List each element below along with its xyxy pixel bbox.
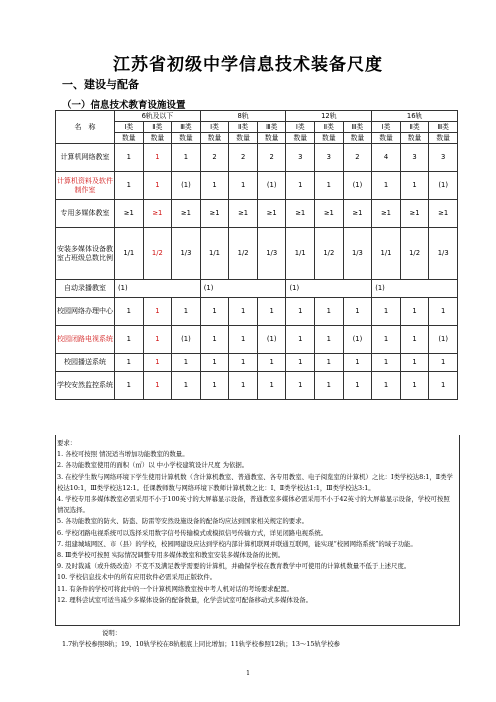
table-row: [56, 144, 458, 172]
table-cell: 1/1: [372, 228, 401, 280]
qty-header: 数量: [286, 133, 315, 144]
table-cell: 1: [315, 172, 344, 200]
table-row: [56, 372, 458, 400]
table-cell: 1: [200, 354, 229, 372]
table-cell: 1: [343, 372, 372, 400]
table-cell: 3: [429, 144, 458, 172]
table-row: [56, 172, 458, 200]
table-cell: 1: [286, 326, 315, 354]
class-header: Ⅱ类: [400, 122, 429, 133]
requirements-notes: [57, 438, 457, 606]
table-cell: 1: [115, 372, 144, 400]
table-cell: 1: [200, 298, 229, 326]
table-cell: 1: [115, 172, 144, 200]
table-cell: 1: [143, 326, 172, 354]
qty-header: 数量: [143, 133, 172, 144]
table-cell: 1: [143, 372, 172, 400]
table-cell: 1: [229, 298, 258, 326]
table-cell: 1: [343, 354, 372, 372]
table-cell: 1: [143, 144, 172, 172]
class-header: Ⅰ类: [115, 122, 144, 133]
group-header: 12轨: [286, 111, 372, 122]
table-cell: 1: [315, 372, 344, 400]
row-label: 校园播送系统: [56, 354, 115, 372]
note-item: 7. 组建城域网区、市（县）的学校，校园网建设应达到学校内部计算机联网并联通互联网，能实现“校园网络系统”的域子功能。: [57, 539, 417, 548]
table-cell: ≥1: [343, 200, 372, 228]
table-cell: 2: [200, 144, 229, 172]
class-header: Ⅱ类: [229, 122, 258, 133]
explanation: [62, 628, 462, 650]
class-header: Ⅲ类: [172, 122, 201, 133]
class-header: Ⅰ类: [372, 122, 401, 133]
table-cell: 1: [372, 326, 401, 354]
table-cell: 2: [257, 144, 286, 172]
table-cell: 1: [115, 298, 144, 326]
explanation-line: 1.7轨学校参照8轨；19、10轨学校在8轨根底上同比增加；11轨学校参照12轨；13～15轨学校参: [62, 640, 340, 648]
subsection-heading: （一）信息技术教育设施设置: [62, 100, 186, 111]
table-cell: 1: [372, 372, 401, 400]
row-label: 计算机网络教室: [56, 144, 115, 172]
table-cell: 1: [200, 172, 229, 200]
table-cell: (1): [257, 172, 286, 200]
table-cell: 1: [429, 354, 458, 372]
table-cell: ≥1: [229, 200, 258, 228]
table-cell: ≥1: [143, 200, 172, 228]
class-header: Ⅱ类: [143, 122, 172, 133]
table-cell: 1: [315, 298, 344, 326]
table-cell: 1: [257, 354, 286, 372]
table-row: [56, 228, 458, 280]
table-cell: 1: [315, 354, 344, 372]
note-item: 10. 学校信息技术中的所有应用软件必需采用正版软件。: [57, 573, 217, 582]
table-cell: ≥1: [286, 200, 315, 228]
table-cell: 1/3: [172, 228, 201, 280]
section-heading: 一、建设与配备: [62, 78, 139, 91]
group-header: 16轨: [372, 111, 458, 122]
table-cell: 1: [115, 144, 144, 172]
table-cell: ≥1: [257, 200, 286, 228]
table-row: [56, 200, 458, 228]
row-label: 安装多媒体设备教室占班级总数比例: [56, 228, 115, 280]
notes-heading: 要求：: [57, 439, 77, 447]
qty-header: 数量: [257, 133, 286, 144]
table-row: [56, 326, 458, 354]
table-cell: 1: [286, 172, 315, 200]
table-cell: 2: [343, 144, 372, 172]
table-cell: 1/2: [229, 228, 258, 280]
qty-header: 数量: [343, 133, 372, 144]
table-cell: 1/3: [343, 228, 372, 280]
equipment-table: [55, 110, 458, 400]
group-header: 8轨: [200, 111, 286, 122]
table-cell: 1: [372, 298, 401, 326]
table-cell: 3: [286, 144, 315, 172]
table-cell: 1/1: [286, 228, 315, 280]
table-cell: 1: [372, 172, 401, 200]
merged-cell: (1): [372, 280, 458, 298]
row-label: 专用多媒体教室: [56, 200, 115, 228]
table-cell: 1: [229, 172, 258, 200]
row-label: 校园闭路电视系统: [56, 326, 115, 354]
page-number: 1: [246, 670, 250, 677]
class-header: Ⅲ类: [343, 122, 372, 133]
table-cell: 1: [115, 326, 144, 354]
table-row: [56, 280, 458, 298]
class-header: Ⅲ类: [257, 122, 286, 133]
table-cell: 1: [257, 298, 286, 326]
table-row: [56, 298, 458, 326]
table-cell: (1): [429, 326, 458, 354]
table-cell: ≥1: [172, 200, 201, 228]
table-cell: 1: [257, 372, 286, 400]
class-header: Ⅰ类: [286, 122, 315, 133]
table-cell: 3: [400, 144, 429, 172]
table-cell: 1/1: [200, 228, 229, 280]
table-cell: ≥1: [315, 200, 344, 228]
table-cell: ≥1: [372, 200, 401, 228]
row-label: 自动录播教室: [56, 280, 115, 298]
table-cell: 1: [286, 354, 315, 372]
table-cell: 1: [429, 298, 458, 326]
qty-header: 数量: [172, 133, 201, 144]
table-cell: 1: [229, 354, 258, 372]
table-cell: 1: [143, 354, 172, 372]
group-header: 6轨及以下: [115, 111, 201, 122]
table-cell: 1: [372, 354, 401, 372]
table-cell: (1): [172, 326, 201, 354]
table-cell: 1: [429, 372, 458, 400]
table-cell: ≥1: [200, 200, 229, 228]
note-item: 1. 各校可按照 情况适当增加功能教室的数量。: [57, 450, 189, 459]
table-cell: 1: [115, 354, 144, 372]
note-item: 9. 及时裁减（或升级改造）不克不及满足教学需要的计算机，并确保学校在教育教学中可使用的计算机数量不低于上述尺度。: [57, 562, 411, 571]
table-cell: 1/3: [429, 228, 458, 280]
table-cell: 1: [172, 354, 201, 372]
table-cell: 1: [343, 298, 372, 326]
row-label: 计算机资料及软件制作室: [56, 172, 115, 200]
merged-cell: (1): [115, 280, 201, 298]
table-cell: 1: [172, 144, 201, 172]
note-item: 5. 各功能教室的防火、防盗、防雷等安然设施设备的配备均应达到国家相关规定的要求。: [57, 517, 308, 526]
table-cell: 1: [286, 298, 315, 326]
table-cell: 1: [229, 372, 258, 400]
table-cell: 1: [172, 372, 201, 400]
note-item: 12. 理科尝试室可适当减少多媒体设备的配备数量，化学尝试室可配备移动式多媒体设备。: [57, 595, 313, 604]
table-cell: 4: [372, 144, 401, 172]
table-cell: 1: [400, 172, 429, 200]
table-cell: 1: [172, 298, 201, 326]
table-cell: 1: [400, 354, 429, 372]
row-label: 校园网络办理中心: [56, 298, 115, 326]
table-cell: 1: [200, 326, 229, 354]
merged-cell: (1): [200, 280, 286, 298]
table-cell: 1: [400, 372, 429, 400]
table-cell: 1: [143, 298, 172, 326]
qty-header: 数量: [315, 133, 344, 144]
table-cell: ≥1: [429, 200, 458, 228]
qty-header: 数量: [400, 133, 429, 144]
row-label: 学校安然监控系统: [56, 372, 115, 400]
qty-header: 数量: [372, 133, 401, 144]
table-cell: 1/2: [400, 228, 429, 280]
note-item: 8. Ⅲ类学校可按照 实际情况调整专用多媒体教室和教室安装多媒体设备的比例。: [57, 551, 285, 560]
document-title: 江苏省初级中学信息技术装备尺度: [113, 55, 383, 75]
note-item: 11. 有条件的学校可将此中的一个计算机网络教室按中考人机对话的考场要求配置。: [57, 584, 293, 593]
note-item: 3. 在校学生数与网络环境下学生使用计算机数（含计算机教室、普通教室、各专用教室、电子阅览室的计算机）之比：Ⅰ类学校达8:1，Ⅱ类学校达10:1，Ⅲ类学校达12:1。任课教师数与网络环境下教师计算机数之比：Ⅰ、Ⅱ类学校达1:1，Ⅲ类学校达3:1。: [57, 472, 453, 492]
table-cell: 1: [200, 372, 229, 400]
table-cell: 1: [229, 326, 258, 354]
table-cell: (1): [172, 172, 201, 200]
explanation-heading: 说明：: [102, 629, 122, 637]
class-header: Ⅰ类: [200, 122, 229, 133]
qty-header: 数量: [229, 133, 258, 144]
table-cell: ≥1: [115, 200, 144, 228]
qty-header: 数量: [200, 133, 229, 144]
name-header: 名 称: [56, 111, 115, 144]
table-cell: 1: [400, 326, 429, 354]
class-header: Ⅱ类: [315, 122, 344, 133]
merged-cell: (1): [286, 280, 372, 298]
qty-header: 数量: [429, 133, 458, 144]
table-cell: 1: [315, 326, 344, 354]
table-cell: 1: [286, 372, 315, 400]
table-cell: 1/2: [315, 228, 344, 280]
table-cell: 1: [143, 172, 172, 200]
table-cell: 1/1: [115, 228, 144, 280]
table-row: [56, 354, 458, 372]
table-cell: (1): [429, 172, 458, 200]
table-cell: 2: [229, 144, 258, 172]
note-item: 4. 学校专用多媒体教室必需采用不小于100英寸的大屏幕显示设备，普通教室多媒体必需采用不小于42英寸的大屏幕显示设备，学校可按照 情况选择。: [57, 495, 450, 515]
table-cell: 3: [315, 144, 344, 172]
table-cell: (1): [343, 172, 372, 200]
table-cell: (1): [343, 326, 372, 354]
table-cell: ≥1: [400, 200, 429, 228]
table-cell: 1/3: [257, 228, 286, 280]
note-item: 2. 各功能教室使用的面积（㎡）以 中小学校建筑设计尺度 为依据。: [57, 461, 249, 470]
table-cell: (1): [257, 326, 286, 354]
note-item: 6. 学校闭路电视系统可以选择采用数字信号传输模式或模拟信号传输方式，详见闭路电视系统。: [57, 528, 328, 537]
class-header: Ⅲ类: [429, 122, 458, 133]
table-cell: 1: [400, 298, 429, 326]
qty-header: 数量: [115, 133, 144, 144]
table-cell: 1/2: [143, 228, 172, 280]
